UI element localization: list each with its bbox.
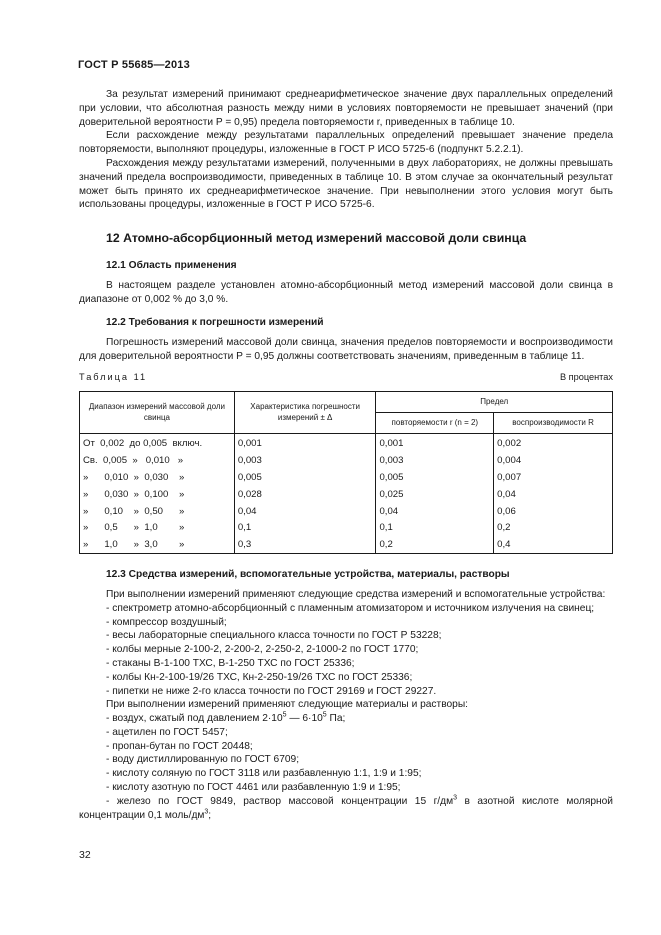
cell-error: 0,04 <box>234 503 376 520</box>
table-caption-row <box>79 371 613 385</box>
paragraph: За результат измерений принимают среднеарифметическое значение двух параллельных определений при условии, что абсолютная разность между ними в условиях повторяемости не превышает значений (при доверительной вероятности P = 0,95) предела повторяемости r, приведенных в таблице 10. <box>79 89 613 128</box>
header-reproducibility: воспроизводимости R <box>494 412 613 433</box>
cell-range: » 0,030 » 0,100 » <box>80 486 235 503</box>
list-item: - кислоту соляную по ГОСТ 3118 или разбавленную 1:1, 1:9 и 1:95; <box>106 768 422 780</box>
list-item: - ацетилен по ГОСТ 5457; <box>106 726 228 738</box>
cell-reproducibility: 0,007 <box>494 469 613 486</box>
cell-repeatability: 0,025 <box>376 486 494 503</box>
cell-range: Св. 0,005 » 0,010 » <box>80 452 235 469</box>
cell-error: 0,028 <box>234 486 376 503</box>
page-content <box>79 88 613 822</box>
list-item: - пропан-бутан по ГОСТ 20448; <box>106 740 253 752</box>
cell-repeatability: 0,005 <box>376 469 494 486</box>
cell-repeatability: 0,1 <box>376 520 494 537</box>
cell-reproducibility: 0,04 <box>494 486 613 503</box>
paragraph: В настоящем разделе установлен атомно-абсорбционный метод измерений массовой доли свинца в диапазоне от 0,002 % до 3,0 %. <box>79 279 613 305</box>
cell-error: 0,3 <box>234 536 376 553</box>
cell-reproducibility: 0,06 <box>494 503 613 520</box>
header-limit: Предел <box>376 391 613 412</box>
table-row <box>80 469 613 486</box>
paragraph: Расхождения между результатами измерений, полученными в двух лабораториях, не должны превышать значений предела воспроизводимости, приведенных в таблице 10. В этом случае за окончательный результат может быть принято их среднеарифметическое значение. При невыполнении этого условия могут быть использованы процедуры, изложенные в ГОСТ Р ИСО 5725-6. <box>79 157 613 211</box>
header-error: Характеристика погрешности измерений ± Δ <box>234 391 376 433</box>
table-row <box>80 520 613 537</box>
document-code-header: ГОСТ Р 55685—2013 <box>78 59 190 71</box>
list-item: - пипетки не ниже 2-го класса точности по ГОСТ 29169 и ГОСТ 29227. <box>106 685 437 697</box>
header-range: Диапазон измерений массовой доли свинца <box>80 391 235 433</box>
cell-reproducibility: 0,002 <box>494 433 613 452</box>
cell-repeatability: 0,2 <box>376 536 494 553</box>
cell-reproducibility: 0,2 <box>494 520 613 537</box>
cell-range: » 1,0 » 3,0 » <box>80 536 235 553</box>
cell-error: 0,003 <box>234 452 376 469</box>
cell-error: 0,005 <box>234 469 376 486</box>
table-row <box>80 433 613 452</box>
cell-error: 0,1 <box>234 520 376 537</box>
cell-repeatability: 0,001 <box>376 433 494 452</box>
cell-range: » 0,10 » 0,50 » <box>80 503 235 520</box>
paragraph: Погрешность измерений массовой доли свинца, значения пределов повторяемости и воспроизводимости для доверительной вероятности P = 0,95 должны соответствовать значениям, приведенным в таблице 11. <box>79 337 613 362</box>
paragraph: При выполнении измерений применяют следующие средства измерений и вспомогательные устройства: <box>106 588 606 600</box>
list-item: - компрессор воздушный; <box>106 616 227 628</box>
paragraph: При выполнении измерений применяют следующие материалы и растворы: <box>106 699 468 711</box>
list-item: - воду дистиллированную по ГОСТ 6709; <box>106 754 300 766</box>
table-row <box>80 536 613 553</box>
subsection-heading: 12.1 Область применения <box>106 259 237 271</box>
list-item: - колбы Кн-2-100-19/26 ТХС, Кн-2-250-19/26 ТХС по ГОСТ 25336; <box>106 671 413 683</box>
list-item: - весы лабораторные специального класса точности по ГОСТ Р 53228; <box>106 630 442 642</box>
subsection-heading: 12.2 Требования к погрешности измерений <box>106 317 324 329</box>
subsection-heading: 12.3 Средства измерений, вспомогательные устройства, материалы, растворы <box>106 569 510 581</box>
cell-range: » 0,5 » 1,0 » <box>80 520 235 537</box>
cell-repeatability: 0,04 <box>376 503 494 520</box>
cell-reproducibility: 0,004 <box>494 452 613 469</box>
table-row <box>80 503 613 520</box>
cell-range: » 0,010 » 0,030 » <box>80 469 235 486</box>
list-item: - спектрометр атомно-абсорбционный с пламенным атомизатором и источником излучения на свинец; <box>106 602 595 614</box>
list-item: - кислоту азотную по ГОСТ 4461 или разбавленную 1:9 и 1:95; <box>106 782 401 794</box>
list-item: - колбы мерные 2-100-2, 2-200-2, 2-250-2, 2-1000-2 по ГОСТ 1770; <box>106 644 419 656</box>
page-number: 32 <box>79 849 91 861</box>
cell-reproducibility: 0,4 <box>494 536 613 553</box>
table-row <box>80 452 613 469</box>
paragraph: Если расхождение между результатами параллельных определений превышает значение предела повторяемости, выполняют процедуры, изложенные в ГОСТ Р ИСО 5725-6 (подпункт 5.2.2.1). <box>79 130 613 156</box>
table-caption: Таблица 11 <box>79 371 148 382</box>
list-item: - воздух, сжатый под давлением $2\cdot 10^5$ — $6\cdot 10^5$ Па; <box>106 711 346 725</box>
cell-error: 0,001 <box>234 433 376 452</box>
cell-repeatability: 0,003 <box>376 452 494 469</box>
list-item: - стаканы В-1-100 ТХС, В-1-250 ТХС по ГОСТ 25336; <box>106 657 355 669</box>
cell-range: От 0,002 до 0,005 включ. <box>80 433 235 452</box>
section-heading: 12 Атомно-абсорбционный метод измерений массовой доли свинца <box>106 231 527 246</box>
materials-list <box>79 726 613 795</box>
table-row <box>80 486 613 503</box>
instruments-list <box>79 602 613 699</box>
header-repeatability: повторяемости r (n = 2) <box>376 412 494 433</box>
table-units: В процентах <box>559 371 613 382</box>
list-item: - железо по ГОСТ 9849, раствор массовой концентрации 15 $г/дм^3$ в азотной кислоте молярной концентрации 0,1 моль/$дм^3$; <box>79 794 613 821</box>
precision-table <box>79 391 613 555</box>
